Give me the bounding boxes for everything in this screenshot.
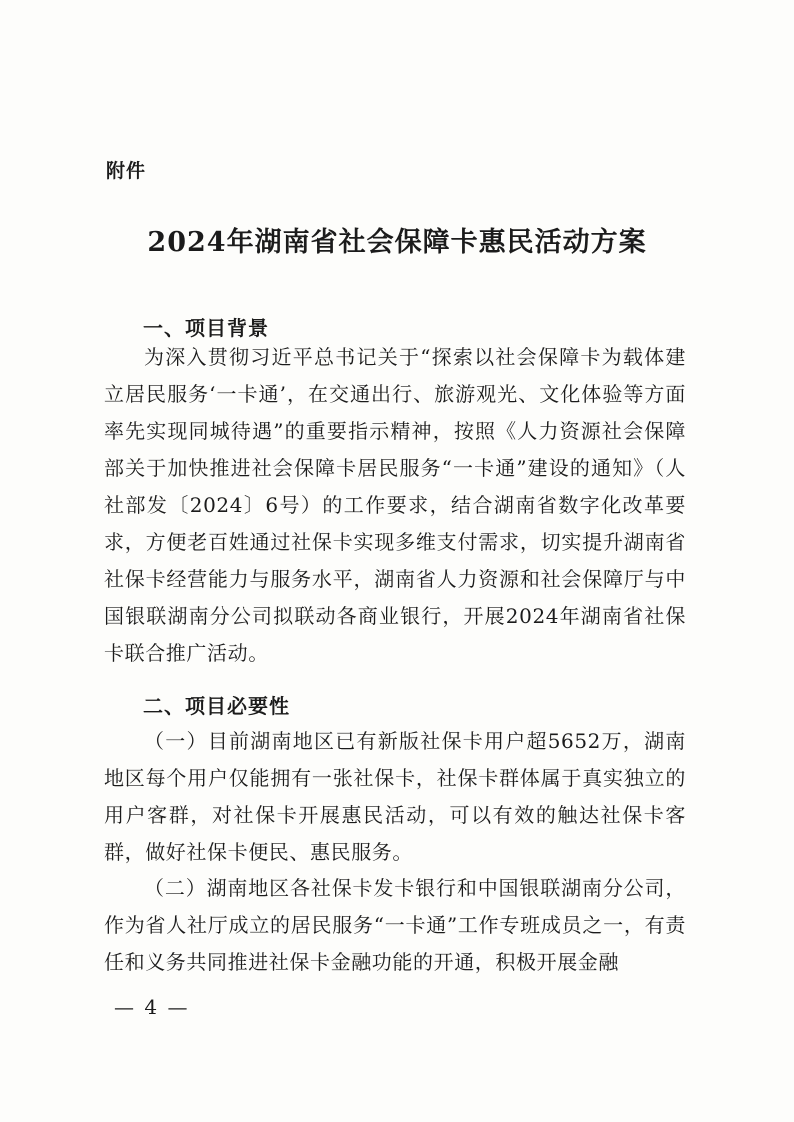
- document-title: 2024年湖南省社会保障卡惠民活动方案: [147, 227, 647, 258]
- section-heading-background: 一、项目背景: [143, 316, 269, 340]
- paragraph-necessity-1: （一）目前湖南地区已有新版社保卡用户超5652万，湖南地区每个用户仅能拥有一张社保卡，社保卡群体属于真实独立的用户客群，对社保卡开展惠民活动，可以有效的触达社保卡客群，做好社保卡便民、惠民服务。: [104, 729, 686, 864]
- paragraph-background: 为深入贯彻习近平总书记关于“探索以社会保障卡为载体建立居民服务‘一卡通’，在交通出行、旅游观光、文化体验等方面率先实现同城待遇”的重要指示精神，按照《人力资源社会保障部关于加快推进社会保障卡居民服务“一卡通”建设的通知》（人社部发〔2024〕6号）的工作要求，结合湖南省数字化改革要求，方便老百姓通过社保卡实现多维支付需求，切实提升湖南省社保卡经营能力与服务水平，湖南省人力资源和社会保障厅与中国银联湖南分公司拟联动各商业银行，开展2024年湖南省社保卡联合推广活动。: [104, 345, 686, 665]
- paragraph-necessity-2: （二）湖南地区各社保卡发卡银行和中国银联湖南分公司，作为省人社厅成立的居民服务“一卡通”工作专班成员之一，有责任和义务共同推进社保卡金融功能的开通，积极开展金融: [104, 876, 686, 974]
- attachment-label: 附件: [106, 160, 147, 182]
- page-number: — 4 —: [114, 995, 190, 1019]
- section-heading-necessity: 二、项目必要性: [143, 694, 290, 718]
